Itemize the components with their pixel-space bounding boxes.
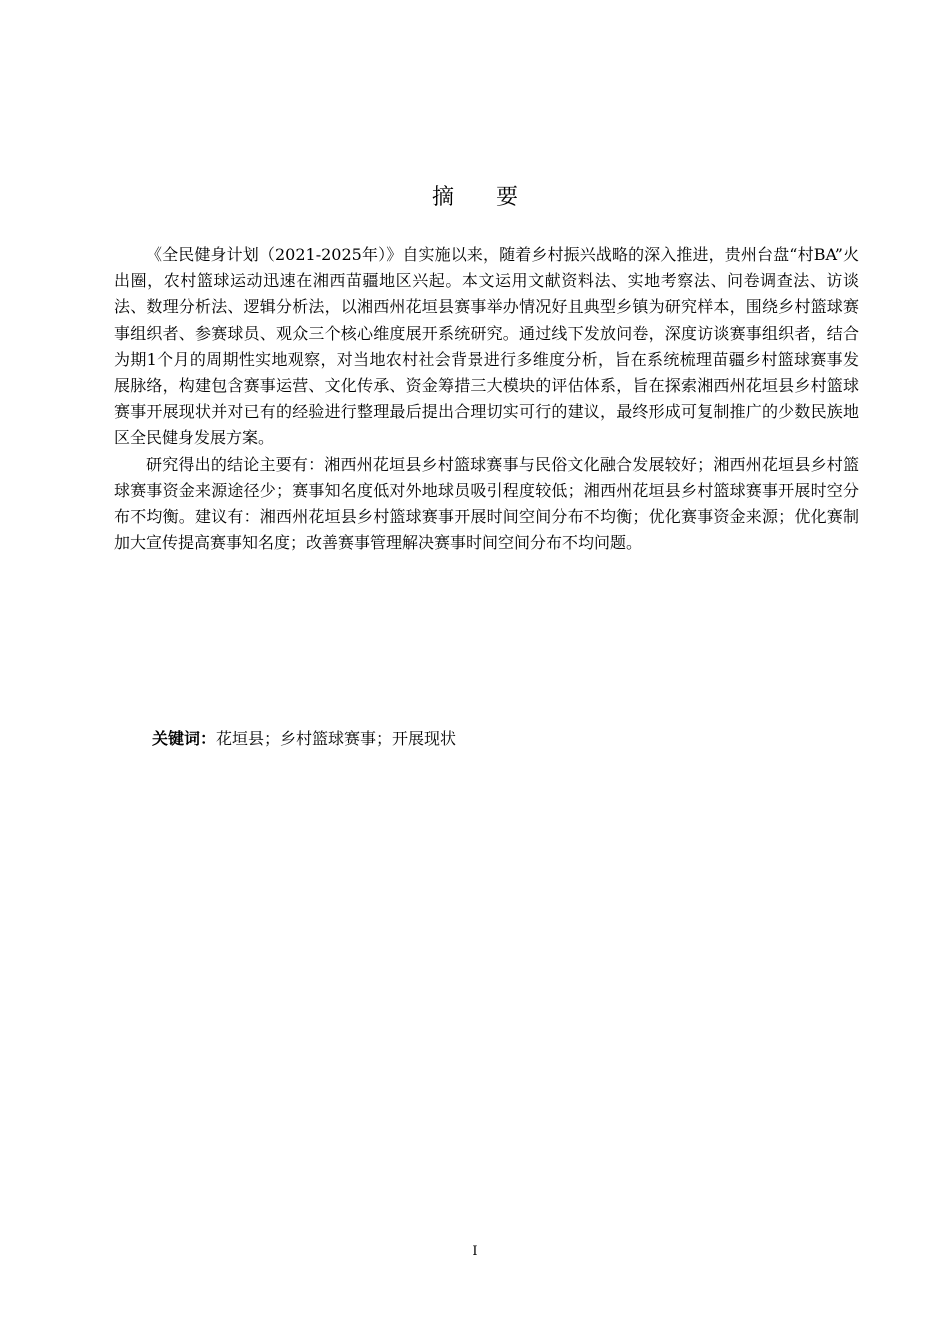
abstract-title [0, 180, 950, 211]
abstract-body [114, 242, 859, 556]
keywords-line [152, 726, 852, 752]
keywords-label: 关键词： [152, 729, 217, 748]
abstract-paragraph: 《全民健身计划（2021-2025年）》自实施以来，随着乡村振兴战略的深入推进，贵州台盘“村BA”火出圈，农村篮球运动迅速在湘西苗疆地区兴起。本文运用文献资料法、实地考察法、问卷调查法、访谈法、数理分析法、逻辑分析法，以湘西州花垣县赛事举办情况好且典型乡镇为研究样本，围绕乡村篮球赛事组织者、参赛球员、观众三个核心维度展开系统研究。通过线下发放问卷，深度访谈赛事组织者，结合为期1个月的周期性实地观察，对当地农村社会背景进行多维度分析，旨在系统梳理苗疆乡村篮球赛事发展脉络，构建包含赛事运营、文化传承、资金筹措三大模块的评估体系，旨在探索湘西州花垣县乡村篮球赛事开展现状并对已有的经验进行整理最后提出合理切实可行的建议，最终形成可复制推广的少数民族地区全民健身发展方案。 [114, 245, 859, 448]
page-number: I [472, 1244, 478, 1259]
abstract-title-char: 要 [496, 185, 519, 210]
conclusion-paragraph: 研究得出的结论主要有：湘西州花垣县乡村篮球赛事与民俗文化融合发展较好；湘西州花垣县乡村篮球赛事资金来源途径少；赛事知名度低对外地球员吸引程度较低；湘西州花垣县乡村篮球赛事开展时空分布不均衡。建议有：湘西州花垣县乡村篮球赛事开展时间空间分布不均衡；优化赛事资金来源；优化赛制加大宣传提高赛事知名度；改善赛事管理解决赛事时间空间分布不均问题。 [114, 454, 859, 553]
keywords-value: 花垣县；乡村篮球赛事；开展现状 [216, 729, 457, 748]
abstract-title-char: 摘 [431, 185, 454, 210]
